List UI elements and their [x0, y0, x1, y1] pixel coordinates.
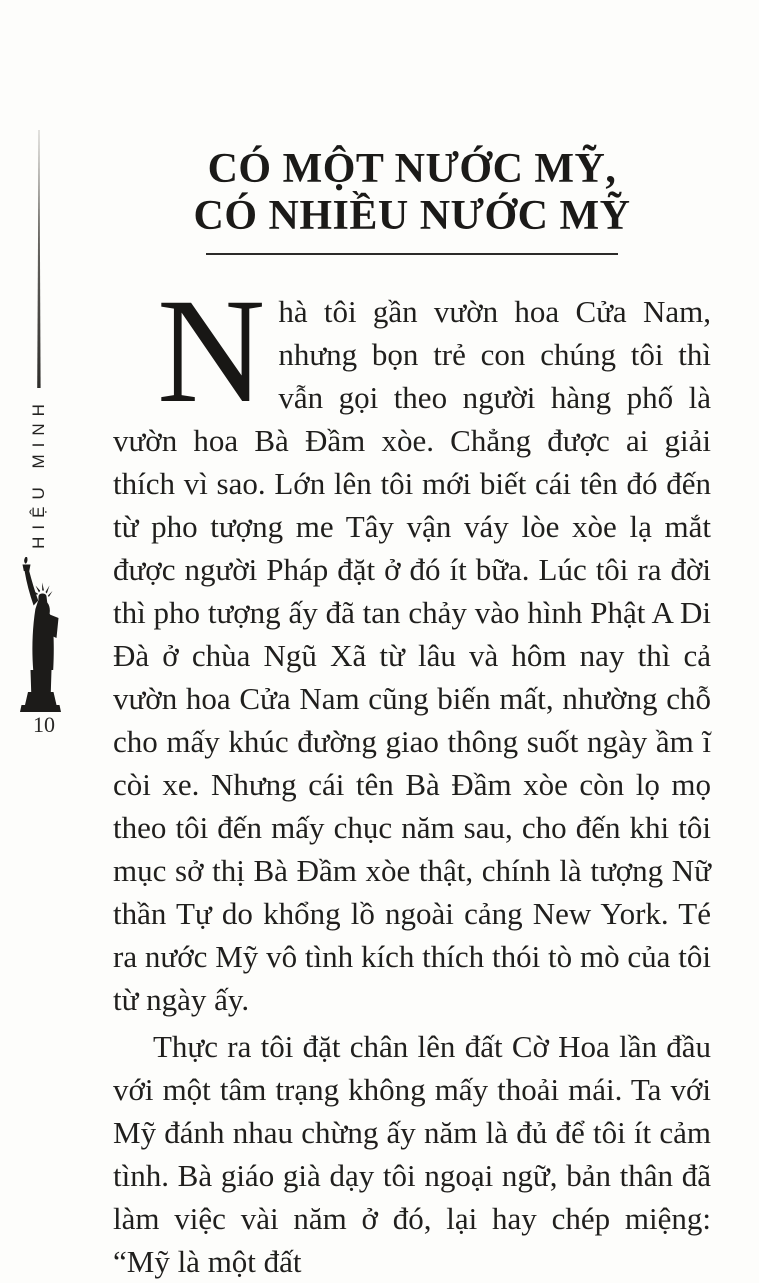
text-column [113, 146, 711, 1283]
body-copy [113, 268, 711, 1283]
author-name-vertical [21, 394, 57, 552]
author-name-label: HIỆU MINH [29, 397, 48, 549]
chapter-title-line1: CÓ MỘT NƯỚC MỸ, [207, 146, 617, 192]
tapered-spine-rule-ornament [36, 130, 42, 388]
drop-cap: N [157, 268, 266, 434]
page-number: 10 [33, 712, 55, 737]
paragraph-2-text: Thực ra tôi đặt chân lên đất Cờ Hoa lần đầu với một tâm trạng không mấy thoải mái. Ta với Mỹ đánh nhau chừng ấy năm là đủ để tôi ít cảm tình. Bà giáo già dạy tôi ngoại ngữ, bản thân đã làm việc vài năm ở đó, lại hay chép miệng: “Mỹ là một đất [113, 1029, 711, 1279]
paragraph-1 [113, 268, 711, 1021]
paragraph-2 [113, 1025, 711, 1283]
statue-of-liberty-icon [16, 557, 64, 715]
chapter-title [113, 146, 711, 240]
paragraph-1-text: hà tôi gần vườn hoa Cửa Nam, nhưng bọn trẻ con chúng tôi thì vẫn gọi theo người hàng phố là vườn hoa Bà Đầm xòe. Chẳng được ai giải thích vì sao. Lớn lên tôi mới biết cái tên đó đến từ pho tượng me Tây vận váy lòe xòe lạ mắt được người Pháp đặt ở đó ít bữa. Lúc tôi ra đời thì pho tượng ấy đã tan chảy vào hình Phật A Di Đà ở chùa Ngũ Xã từ lâu và hôm nay thì cả vườn hoa Cửa Nam cũng biến mất, nhường chỗ cho mấy khúc đường giao thông suốt ngày ầm ĩ còi xe. Nhưng cái tên Bà Đầm xòe còn lọ mọ theo tôi đến mấy chục năm sau, cho đến khi tôi mục sở thị Bà Đầm xòe thật, chính là tượng Nữ thần Tự do khổng lồ ngoài cảng New York. Té ra nước Mỹ vô tình kích thích thói tò mò của tôi từ ngày ấy. [113, 294, 711, 1017]
title-underline [206, 253, 618, 255]
chapter-title-line2: CÓ NHIỀU NƯỚC MỸ [193, 193, 631, 239]
